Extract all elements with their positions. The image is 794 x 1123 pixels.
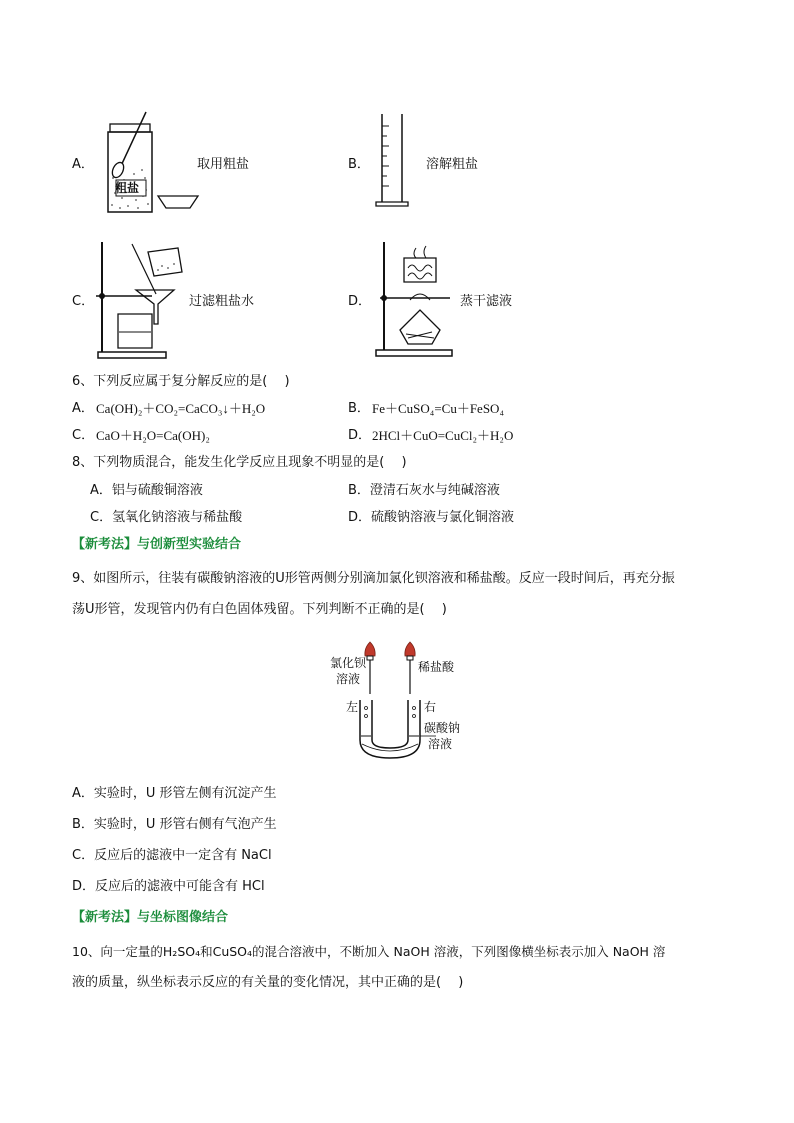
section-tag: 【新考法】 xyxy=(72,910,138,925)
section-header-graph xyxy=(72,910,228,926)
q8-option-d: D．硫酸钠溶液与氯化铜溶液 xyxy=(348,510,515,525)
option-b-letter: B． xyxy=(348,157,370,172)
option-c-letter: C． xyxy=(72,294,95,309)
q9-stem-line2: 荡U形管，发现管内仍有白色固体残留。下列判断不正确的是( ) xyxy=(72,602,447,617)
q6-option-b: Fe＋CuSO₄=Cu＋FeSO₄ xyxy=(372,401,504,416)
q8-option-b: B．澄清石灰水与纯碱溶液 xyxy=(348,483,500,498)
label-hcl: 稀盐酸 xyxy=(418,660,455,674)
q8-option-a: A．铝与硫酸铜溶液 xyxy=(90,483,203,498)
option-d-letter: D． xyxy=(348,294,372,309)
q9-option-d: D．反应后的滤液中可能含有 HCl xyxy=(72,879,265,894)
q8-option-c: C．氢氧化钠溶液与稀盐酸 xyxy=(90,510,243,525)
section-header-experiment xyxy=(72,537,241,553)
section-title: 与坐标图像结合 xyxy=(137,910,229,925)
evaporation-apparatus-illustration xyxy=(370,238,460,362)
option-d-caption: 蒸干滤液 xyxy=(460,294,513,309)
label-right: 右 xyxy=(424,700,437,714)
q6-option-c: CaO＋H₂O=Ca(OH)₂ xyxy=(96,428,210,443)
q6-option-a-letter: A． xyxy=(72,401,94,416)
option-a-letter: A． xyxy=(72,157,94,172)
spoon-jar-illustration xyxy=(98,108,208,218)
section-title: 与创新型实验结合 xyxy=(137,537,242,552)
q6-option-a: Ca(OH)₂＋CO₂=CaCO₃↓＋H₂O xyxy=(96,401,266,416)
label-bacl2-line1: 氯化钡 xyxy=(330,656,367,670)
jar-label: 粗盐 xyxy=(115,181,140,195)
q10-stem-line1: 10、向一定量的H₂SO₄和CuSO₄的混合溶液中，不断加入 NaOH 溶液，下列图像横坐标表示加入 NaOH 溶 xyxy=(72,944,666,959)
q8-stem: 8、下列物质混合，能发生化学反应且现象不明显的是( ) xyxy=(72,455,407,470)
q6-option-b-letter: B． xyxy=(348,401,370,416)
q10-stem-line2: 液的质量，纵坐标表示反应的有关量的变化情况，其中正确的是( ) xyxy=(72,975,464,990)
q9-option-c: C．反应后的滤液中一定含有 NaCl xyxy=(72,848,272,863)
label-bacl2-line2: 溶液 xyxy=(336,672,361,686)
q9-option-a: A．实验时，U 形管左侧有沉淀产生 xyxy=(72,786,277,801)
option-a-caption: 取用粗盐 xyxy=(197,157,250,172)
option-c-caption: 过滤粗盐水 xyxy=(189,294,255,309)
q6-option-d: 2HCl＋CuO=CuCl₂＋H₂O xyxy=(372,428,514,443)
label-na2co3-line1: 碳酸钠 xyxy=(424,721,461,735)
q6-option-c-letter: C． xyxy=(72,428,95,443)
q9-stem-line1: 9、如图所示，往装有碳酸钠溶液的U形管两侧分别滴加氯化钡溶液和稀盐酸。反应一段时间后，再充分振 xyxy=(72,571,675,586)
label-na2co3-line2: 溶液 xyxy=(428,737,453,751)
q6-stem: 6、下列反应属于复分解反应的是( ) xyxy=(72,374,290,389)
filtration-apparatus-illustration xyxy=(92,238,192,362)
label-left: 左 xyxy=(346,700,359,714)
q6-option-d-letter: D． xyxy=(348,428,372,443)
q9-option-b: B．实验时，U 形管右侧有气泡产生 xyxy=(72,817,277,832)
graduated-cylinder-illustration xyxy=(372,112,412,210)
section-tag: 【新考法】 xyxy=(72,537,138,552)
option-b-caption: 溶解粗盐 xyxy=(426,157,479,172)
